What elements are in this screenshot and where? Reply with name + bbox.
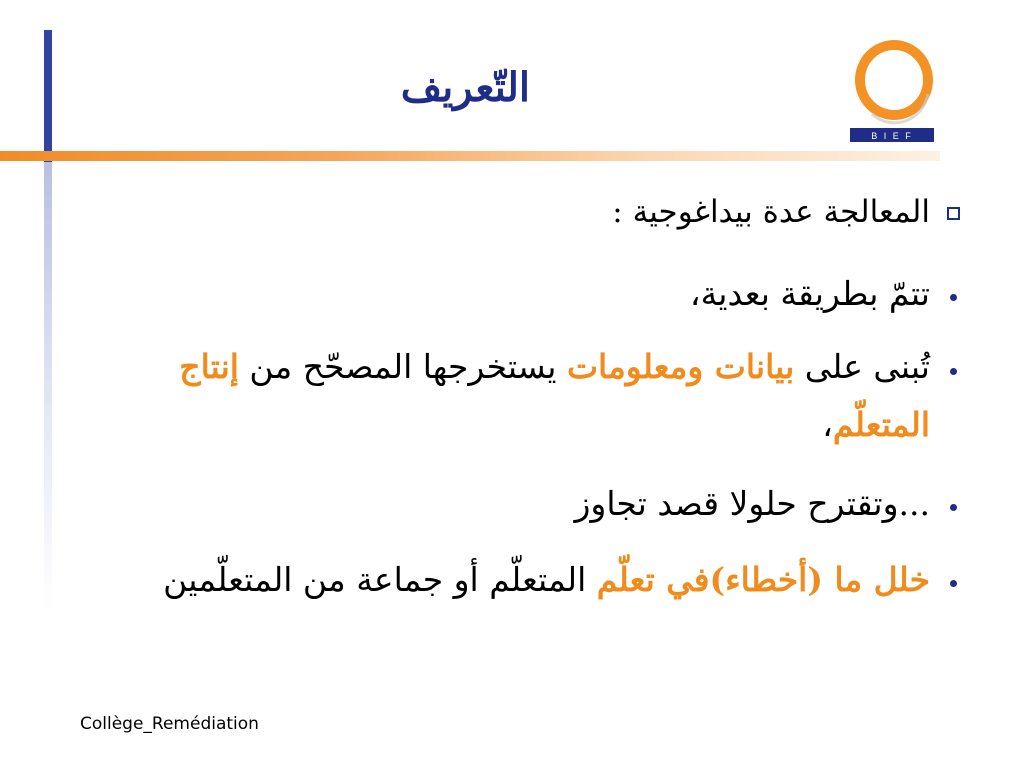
intro-line [100, 186, 960, 246]
highlight-data: بيانات ومعلومات [566, 347, 795, 386]
slide-title: التّعريف [400, 64, 530, 111]
bullet-line-1 [100, 266, 960, 322]
highlight-learning-errors: خلل ما (أخطاء)في تعلّم [596, 560, 930, 599]
left-accent-bar [44, 30, 52, 162]
bullet-text-3: ...وتقترح حلولا قصد تجاوز [574, 484, 930, 523]
slide-footer: Collège_Remédiation [80, 714, 259, 734]
bief-logo [844, 36, 940, 146]
slide-body [100, 186, 960, 608]
bullet-text-4: المتعلّم أو جماعة من المتعلّمين [163, 560, 597, 599]
bullet-text-2a: تُبنى على [794, 347, 930, 386]
square-outline-icon [947, 207, 960, 220]
dot-icon [950, 368, 957, 375]
title-divider [0, 151, 940, 161]
dot-icon [950, 504, 957, 511]
bullet-text-2c: ، [822, 405, 833, 444]
dot-icon [950, 580, 957, 587]
highlight-learner-output: إنتاج المتعلّم [179, 347, 930, 444]
logo-text: B I E F [871, 131, 913, 141]
dot-icon [950, 294, 957, 301]
bullet-line-3 [100, 476, 960, 532]
bullet-text-2b: يستخرجها المصحّح من [238, 347, 567, 386]
bullet-line-4 [100, 552, 960, 608]
bullet-text-1: تتمّ بطريقة بعدية، [689, 274, 930, 313]
left-accent-fade [44, 162, 52, 612]
intro-text: المعالجة عدة بيداغوجية : [612, 194, 930, 230]
bullet-line-2 [100, 338, 960, 454]
